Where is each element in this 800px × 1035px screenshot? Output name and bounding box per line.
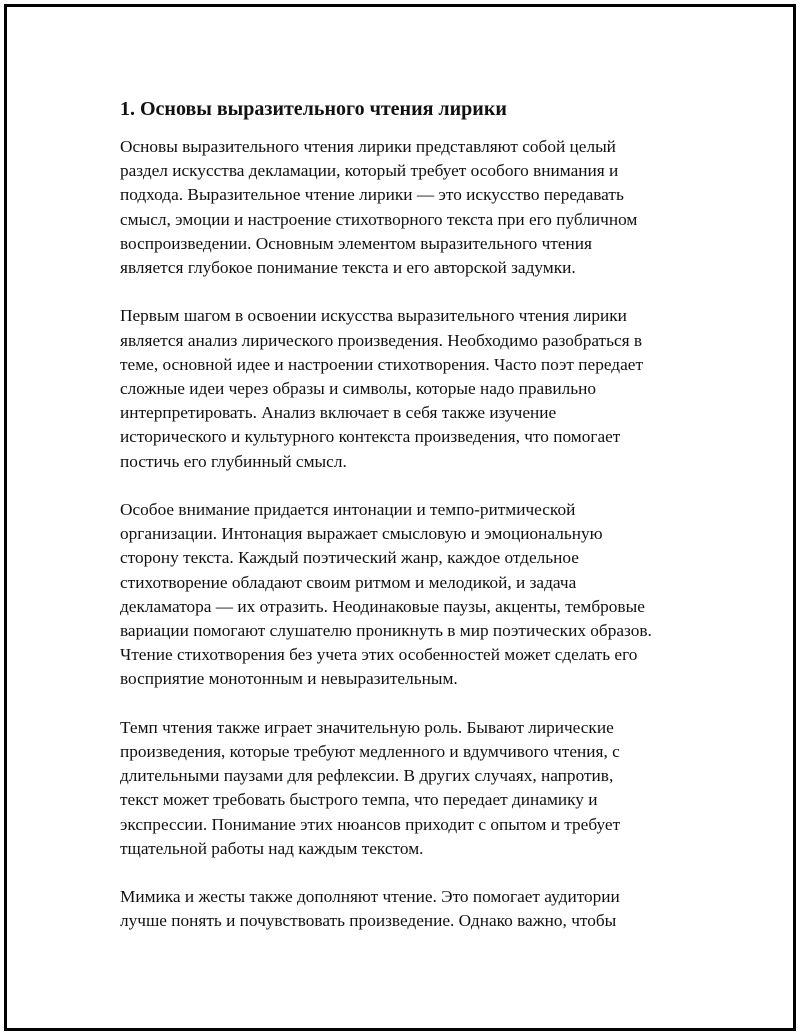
text-line: является глубокое понимание текста и его авторской задумки. bbox=[120, 258, 576, 278]
paragraph bbox=[120, 135, 700, 280]
paragraph bbox=[120, 304, 700, 473]
text-line: вариации помогают слушателю проникнуть в мир поэтических образов. bbox=[120, 621, 652, 641]
text-line: смысл, эмоции и настроение стихотворного текста при его публичном bbox=[120, 209, 638, 229]
text-line: Особое внимание придается интонации и темпо-ритмической bbox=[120, 500, 576, 520]
text-line: тщательной работы над каждым текстом. bbox=[120, 838, 424, 858]
text-line: постичь его глубинный смысл. bbox=[120, 451, 347, 471]
text-line: Мимика и жесты также дополняют чтение. Это помогает аудитории bbox=[120, 887, 620, 907]
text-line: теме, основной идее и настроении стихотворения. Часто поэт передает bbox=[120, 354, 643, 374]
text-line: воспроизведении. Основным элементом выразительного чтения bbox=[120, 233, 592, 253]
paragraph-list bbox=[120, 135, 700, 934]
text-line: стихотворение обладают своим ритмом и мелодикой, и задача bbox=[120, 572, 577, 592]
text-line: интерпретировать. Анализ включает в себя также изучение bbox=[120, 403, 557, 423]
text-line: является анализ лирического произведения. Необходимо разобраться в bbox=[120, 330, 643, 350]
paragraph bbox=[120, 885, 700, 933]
section-heading: 1. Основы выразительного чтения лирики bbox=[120, 98, 507, 120]
paragraph bbox=[120, 716, 700, 861]
text-line: Темп чтения также играет значительную роль. Бывают лирические bbox=[120, 717, 614, 737]
text-line: декламатора — их отразить. Неодинаковые паузы, акценты, тембровые bbox=[120, 596, 645, 616]
text-line: раздел искусства декламации, который требует особого внимания и bbox=[120, 161, 619, 181]
text-line: организации. Интонация выражает смысловую и эмоциональную bbox=[120, 524, 603, 544]
page-frame bbox=[4, 4, 796, 1031]
text-line: экспрессии. Понимание этих нюансов приходит с опытом и требует bbox=[120, 814, 621, 834]
text-line: Основы выразительного чтения лирики представляют собой целый bbox=[120, 137, 616, 156]
text-line: восприятие монотонным и невыразительным. bbox=[120, 669, 458, 689]
document-body bbox=[120, 95, 700, 958]
text-line: произведения, которые требуют медленного и вдумчивого чтения, с bbox=[120, 742, 620, 762]
text-line: Чтение стихотворения без учета этих особенностей может сделать его bbox=[120, 645, 638, 665]
text-line: лучше понять и почувствовать произведение. Однако важно, чтобы bbox=[120, 911, 617, 931]
text-line: сложные идеи через образы и символы, которые надо правильно bbox=[120, 379, 597, 399]
paragraph bbox=[120, 498, 700, 692]
text-line: сторону текста. Каждый поэтический жанр, каждое отдельное bbox=[120, 548, 579, 568]
text-line: подхода. Выразительное чтение лирики — это искусство передавать bbox=[120, 185, 624, 205]
text-line: текст может требовать быстрого темпа, что передает динамику и bbox=[120, 790, 598, 810]
text-line: исторического и культурного контекста произведения, что помогает bbox=[120, 427, 621, 447]
text-line: длительными паузами для рефлексии. В других случаях, напротив, bbox=[120, 766, 614, 786]
text-line: Первым шагом в освоении искусства выразительного чтения лирики bbox=[120, 306, 627, 326]
